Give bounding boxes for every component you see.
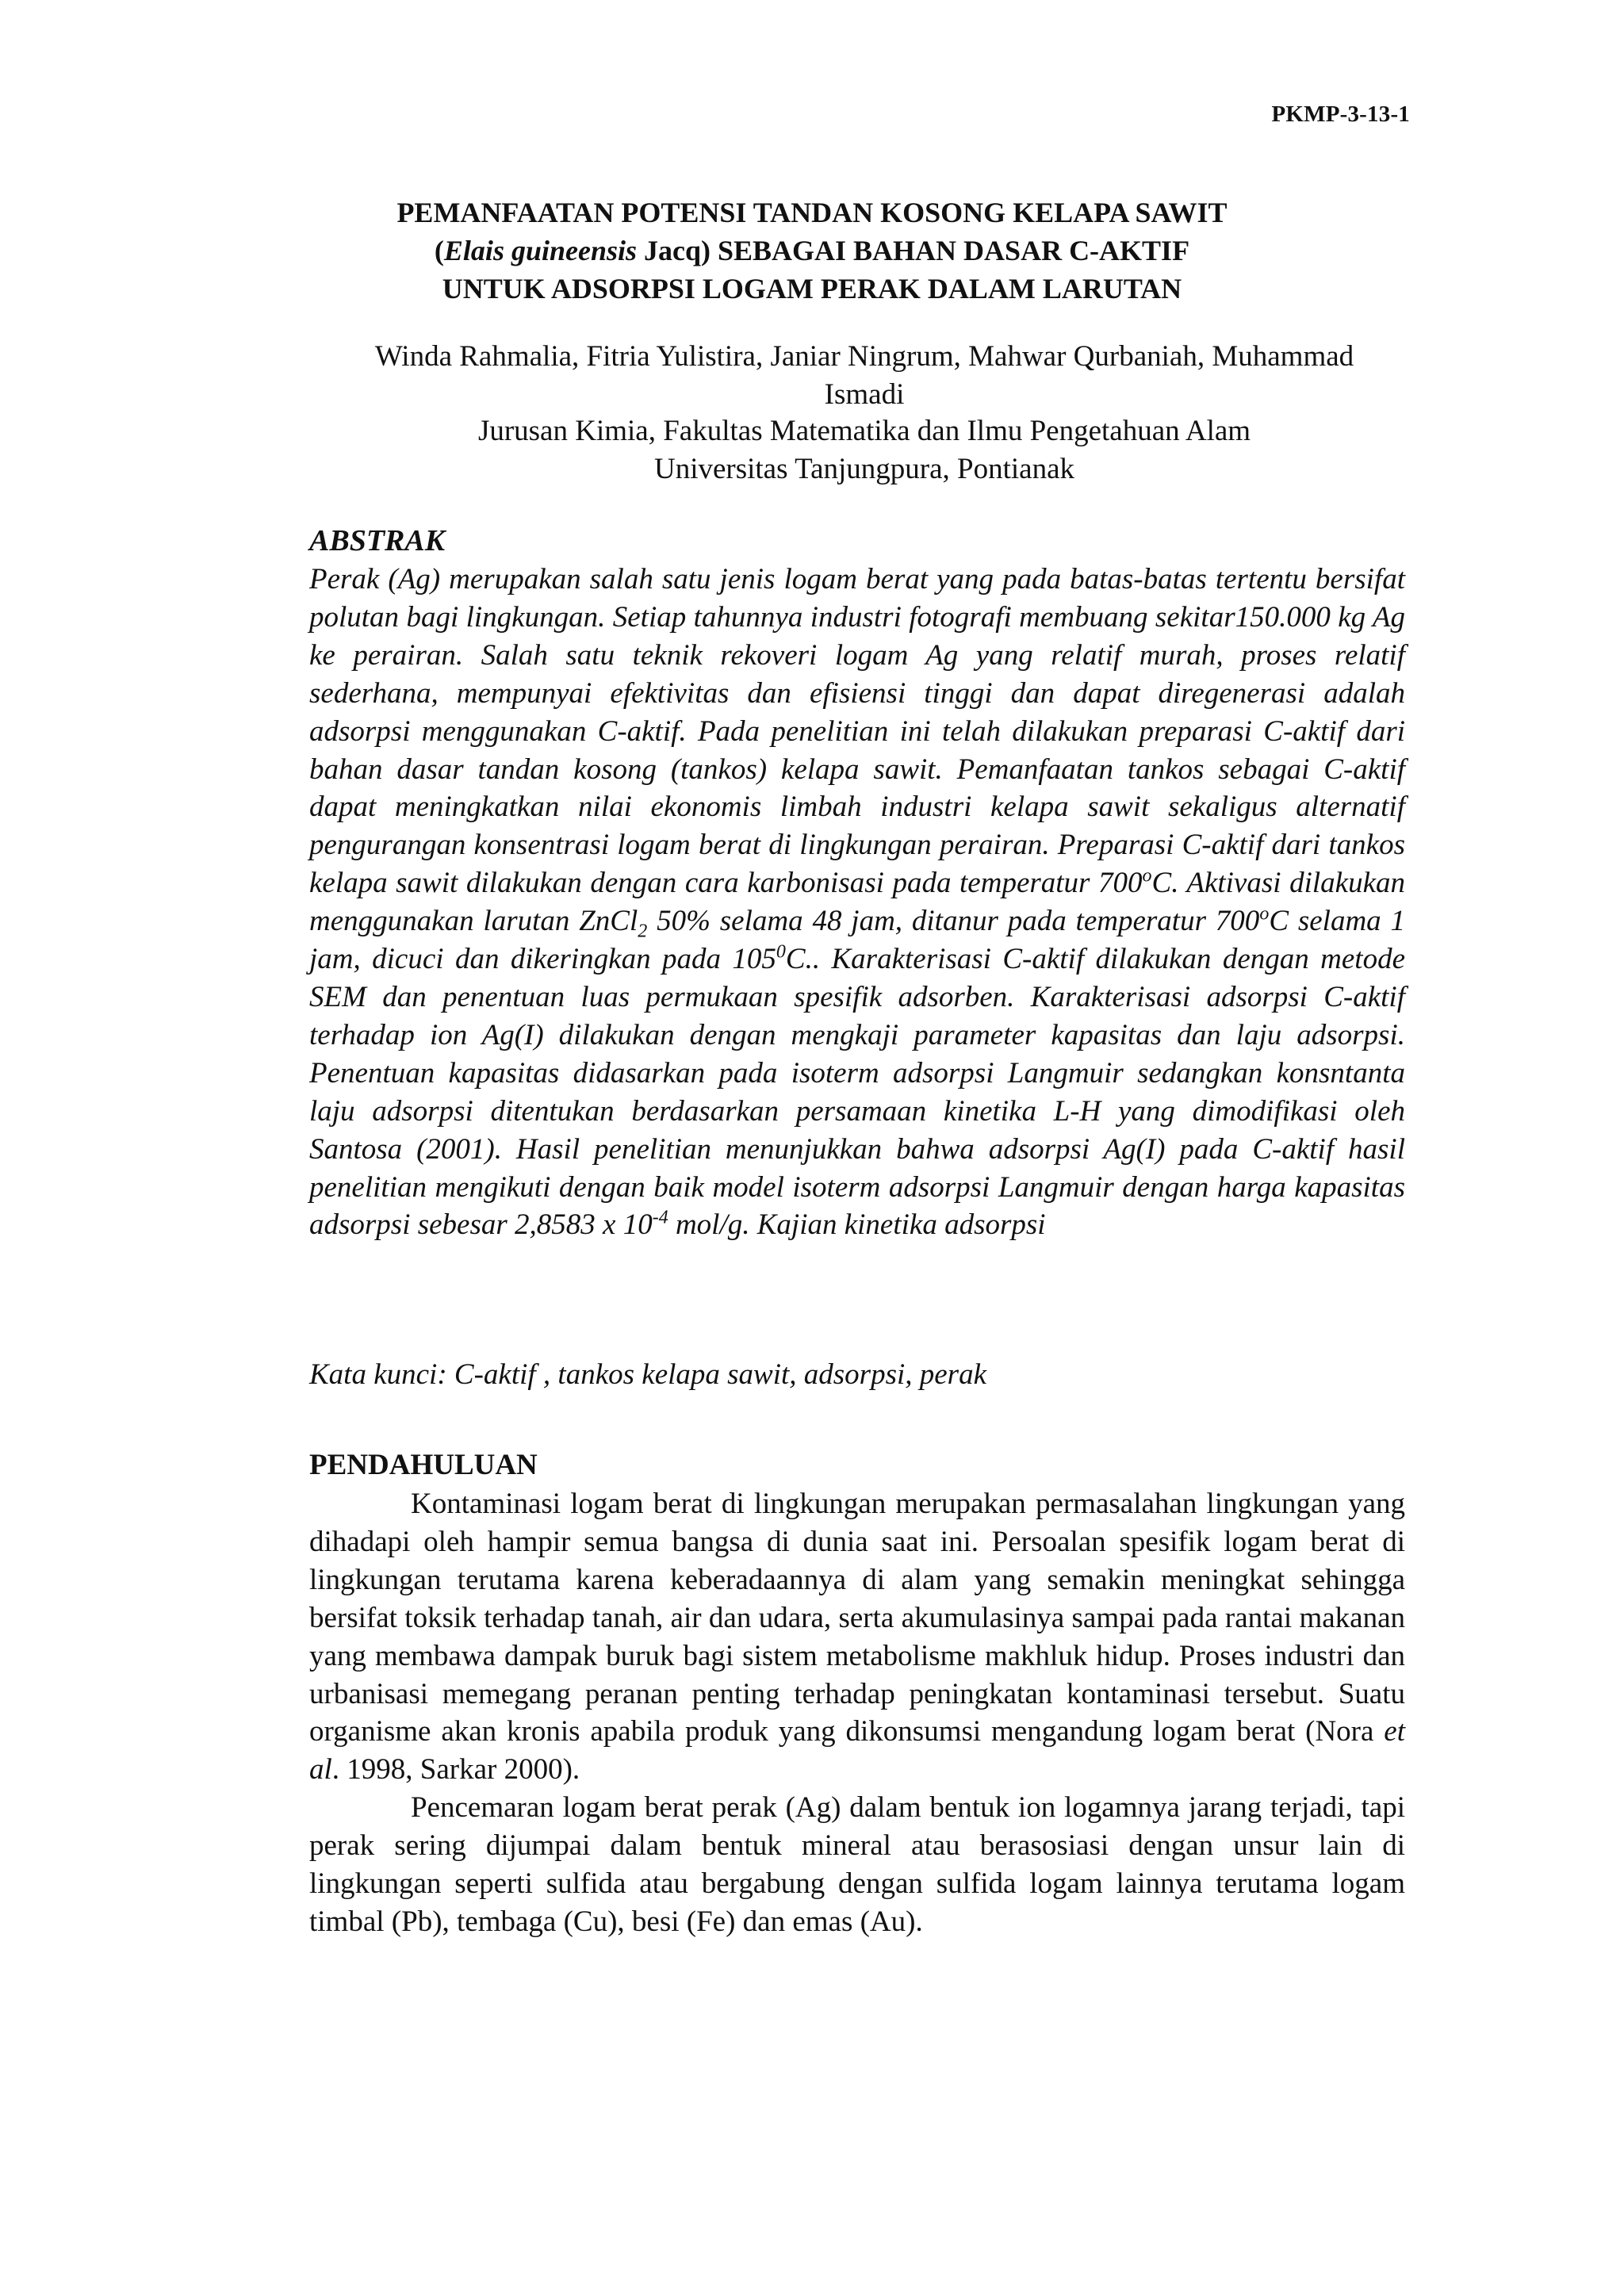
- section-heading: PENDAHULUAN: [309, 1449, 538, 1481]
- paragraph-1-citation-end: . 1998, Sarkar 2000).: [331, 1753, 580, 1787]
- authors-line-2: Ismadi: [824, 378, 905, 411]
- document-code: PKMP-3-13-1: [1271, 101, 1410, 127]
- abstract-part-4: C selama 1 jam, dicuci dan dikeringkan pada 105: [309, 905, 1406, 976]
- keywords: Kata kunci: C-aktif , tankos kelapa sawit, adsorpsi, perak: [309, 1358, 986, 1391]
- paragraph-1: [309, 1485, 1405, 1789]
- abstract-sup-3: 0: [776, 941, 786, 963]
- abstract-sup-1: o: [1142, 865, 1152, 887]
- abstract-sub-1: 2: [638, 921, 648, 942]
- abstract-part-6: mol/g. Kajian kinetika adsorpsi: [668, 1208, 1046, 1242]
- paragraph-1-etal: et al: [309, 1715, 1405, 1787]
- abstract-part-2: C. Aktivasi dilakukan menggunakan larutan ZnCl: [309, 867, 1405, 938]
- abstract-part-5: C.. Karakterisasi C-aktif dilakukan dengan metode SEM dan penentuan luas permukaan spesifik adsorben. Karakterisasi adsorpsi C-aktif terhadap ion Ag(I) dilakukan dengan mengkaji parameter kapasitas dan laju adsorpsi. Penentuan kapasitas didasarkan pada isoterm adsorpsi Langmuir sedangkan konsntanta laju adsorpsi ditentukan berdasarkan persamaan kinetika L-H yang dimodifikasi oleh Santosa (2001). Hasil penelitian menunjukkan bahwa adsorpsi Ag(I) pada C-aktif hasil penelitian mengikuti dengan baik model isoterm adsorpsi Langmuir dengan harga kapasitas adsorpsi sebesar 2,8583 x 10: [309, 943, 1405, 1242]
- title-line-2-rest: Jacq) SEBAGAI BAHAN DASAR C-AKTIF: [637, 235, 1190, 266]
- section-body: [309, 1485, 1405, 1941]
- paper-title: [0, 193, 1624, 308]
- abstract-part-3: 50% selama 48 jam, ditanur pada temperatur 700: [647, 905, 1260, 938]
- title-species-name: Elais guineensis: [443, 235, 637, 266]
- title-line-1: PEMANFAATAN POTENSI TANDAN KOSONG KELAPA SAWIT: [396, 197, 1228, 228]
- author-list: [309, 338, 1419, 414]
- abstract-part-1: Perak (Ag) merupakan salah satu jenis logam berat yang pada batas-batas tertentu bersifat polutan bagi lingkungan. Setiap tahunnya industri fotografi membuang sekitar150.000 kg Ag ke perairan. Salah satu teknik rekoveri logam Ag yang relatif murah, proses relatif sederhana, mempunyai efektivitas dan efisiensi tinggi dan dapat diregenerasi adalah adsorpsi menggunakan C-aktif. Pada penelitian ini telah dilakukan preparasi C-aktif dari bahan dasar tandan kosong (tankos) kelapa sawit. Pemanfaatan tankos sebagai C-aktif dapat meningkatkan nilai ekonomis limbah industri kelapa sawit sekaligus alternatif pengurangan konsentrasi logam berat di lingkungan perairan. Preparasi C-aktif dari tankos kelapa sawit dilakukan dengan cara karbonisasi pada temperatur 700: [309, 563, 1405, 900]
- abstract-sup-4: -4: [652, 1208, 668, 1229]
- title-line-2: [0, 232, 1624, 270]
- title-open-paren: (: [434, 235, 444, 266]
- affiliation: [309, 412, 1419, 488]
- authors-line-1: Winda Rahmalia, Fitria Yulistira, Janiar Ningrum, Mahwar Qurbaniah, Muhammad: [374, 340, 1354, 373]
- abstract-heading: ABSTRAK: [309, 524, 446, 557]
- paragraph-1-text: Kontaminasi logam berat di lingkungan merupakan permasalahan lingkungan yang dihadapi oleh hampir semua bangsa di dunia saat ini. Persoalan spesifik logam berat di lingkungan terutama karena keberadaannya di alam yang semakin meningkat sehingga bersifat toksik terhadap tanah, air dan udara, serta akumulasinya sampai pada rantai makanan yang membawa dampak buruk bagi sistem metabolisme makhluk hidup. Proses industri dan urbanisasi memegang peranan penting terhadap peningkatan kontaminasi tersebut. Suatu organisme akan kronis apabila produk yang dikonsumsi mengandung logam berat (Nora: [309, 1488, 1405, 1748]
- abstract-sup-2: o: [1259, 903, 1270, 925]
- title-line-3: UNTUK ADSORPSI LOGAM PERAK DALAM LARUTAN: [442, 273, 1182, 304]
- abstract-text: [309, 561, 1405, 1244]
- affiliation-line-2: Universitas Tanjungpura, Pontianak: [653, 453, 1075, 485]
- affiliation-line-1: Jurusan Kimia, Fakultas Matematika dan Ilmu Pengetahuan Alam: [477, 415, 1251, 447]
- paragraph-2: Pencemaran logam berat perak (Ag) dalam bentuk ion logamnya jarang terjadi, tapi perak sering dijumpai dalam bentuk mineral atau berasosiasi dengan unsur lain di lingkungan seperti sulfida atau bergabung dengan sulfida logam lainnya terutama logam timbal (Pb), tembaga (Cu), besi (Fe) dan emas (Au).: [309, 1791, 1405, 1938]
